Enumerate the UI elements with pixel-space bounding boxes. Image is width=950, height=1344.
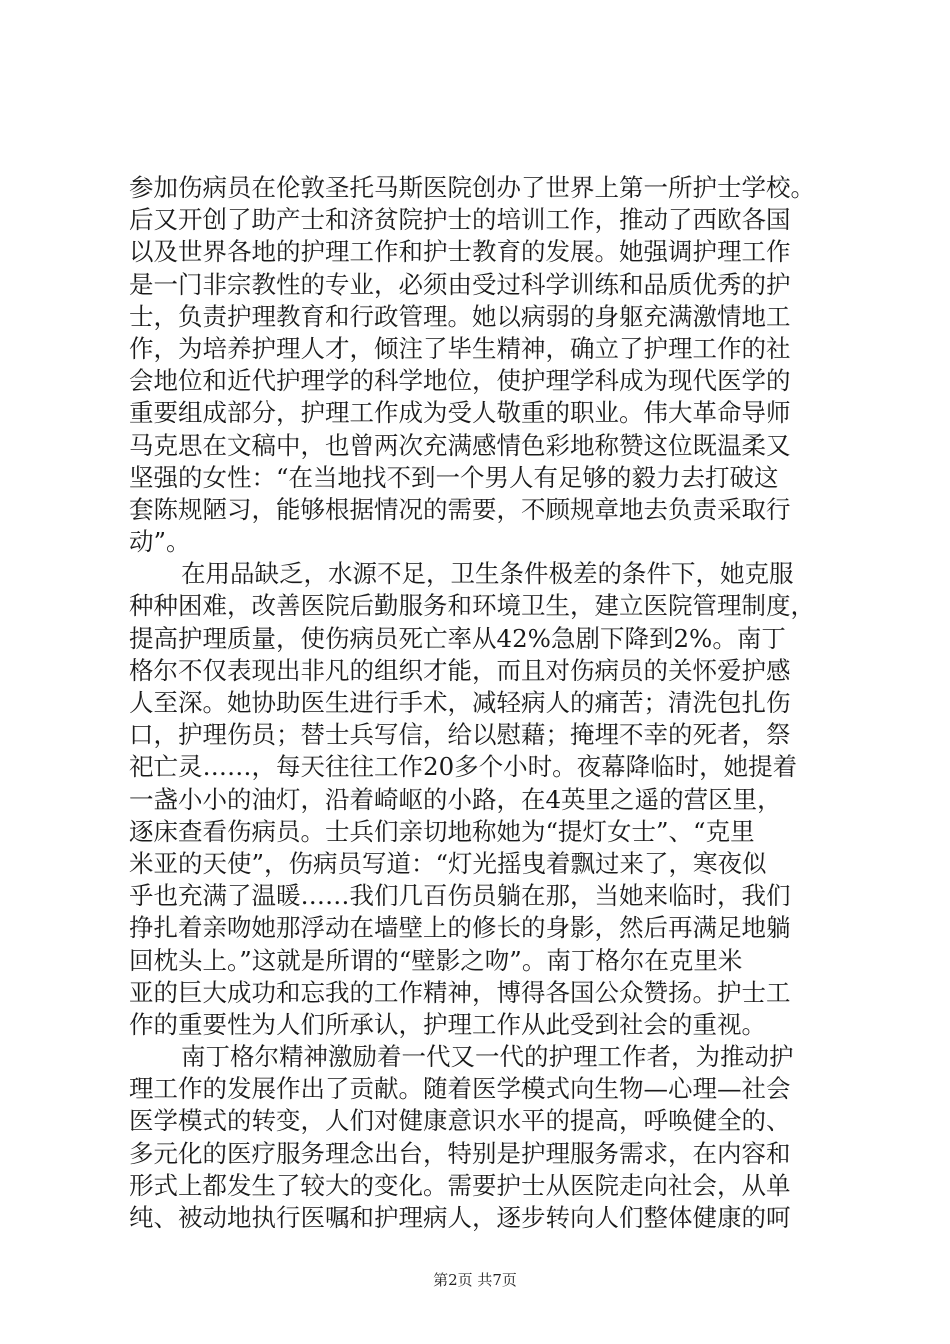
text-line: 动”。 [129, 527, 191, 557]
text-line: 多元化的医疗服务理念出台，特别是护理服务需求，在内容和 [129, 1138, 791, 1168]
text-line: 种种困难，改善医院后勤服务和环境卫生，建立医院管理制度， [129, 591, 815, 621]
text-line: 回枕头上。”这就是所谓的“壁影之吻”。南丁格尔在克里米 [129, 945, 743, 975]
text-line: 后又开创了助产士和济贫院护士的培训工作，推动了西欧各国 [129, 205, 791, 235]
text-line: 南丁格尔精神激励着一代又一代的护理工作者，为推动护 [181, 1042, 794, 1072]
text-line: 参加伤病员在伦敦圣托马斯医院创办了世界上第一所护士学校。 [129, 173, 815, 202]
text-line: 一盏小小的油灯，沿着崎岖的小路，在4英里之遥的营区里， [129, 784, 782, 814]
text-line: 马克思在文稿中，也曾两次充满感情色彩地称赞这位既温柔又 [129, 430, 791, 460]
text-line: 提高护理质量，使伤病员死亡率从42%急剧下降到2%。南丁 [129, 623, 786, 653]
text-line: 逐床查看伤病员。士兵们亲切地称她为“提灯女士”、“克里 [129, 816, 755, 846]
page-footer: 第2页 共7页 [433, 1271, 517, 1289]
text-line: 米亚的天使”，伤病员写道：“灯光摇曳着飘过来了，寒夜似 [129, 848, 767, 878]
text-line: 在用品缺乏，水源不足，卫生条件极差的条件下，她克服 [181, 559, 794, 589]
text-line: 祀亡灵……，每天往往工作20多个小时。夜幕降临时，她提着 [129, 752, 798, 782]
text-line: 亚的巨大成功和忘我的工作精神，博得各国公众赞扬。护士工 [129, 977, 791, 1007]
text-line: 纯、被动地执行医嘱和护理病人，逐步转向人们整体健康的呵 [129, 1203, 791, 1232]
text-line: 口，护理伤员；替士兵写信，给以慰藉；掩埋不幸的死者，祭 [129, 720, 791, 750]
text-line: 理工作的发展作出了贡献。随着医学模式向生物—心理—社会 [129, 1074, 791, 1104]
text-line: 挣扎着亲吻她那浮动在墙壁上的修长的身影，然后再满足地躺 [129, 913, 791, 943]
text-line: 乎也充满了温暖……我们几百伤员躺在那，当她来临时，我们 [129, 881, 791, 911]
text-line: 会地位和近代护理学的科学地位，使护理学科成为现代医学的 [129, 366, 791, 396]
text-line: 套陈规陋习，能够根据情况的需要，不顾规章地去负责采取行 [129, 494, 791, 524]
text-line: 人至深。她协助医生进行手术，减轻病人的痛苦；清洗包扎伤 [129, 688, 791, 717]
text-line: 坚强的女性：“在当地找不到一个男人有足够的毅力去打破这 [129, 462, 779, 492]
text-line: 形式上都发生了较大的变化。需要护士从医院走向社会，从单 [129, 1170, 791, 1200]
text-line: 医学模式的转变，人们对健康意识水平的提高，呼唤健全的、 [129, 1106, 791, 1136]
text-line: 作的重要性为人们所承认，护理工作从此受到社会的重视。 [129, 1009, 766, 1039]
text-line: 格尔不仅表现出非凡的组织才能，而且对伤病员的关怀爱护感 [129, 655, 791, 685]
body-text [129, 172, 829, 1234]
text-line: 作，为培养护理人才，倾注了毕生精神，确立了护理工作的社 [129, 333, 791, 363]
text-line: 以及世界各地的护理工作和护士教育的发展。她强调护理工作 [129, 237, 791, 267]
text-line: 重要组成部分，护理工作成为受人敬重的职业。伟大革命导师 [129, 398, 791, 428]
text-line: 士，负责护理教育和行政管理。她以病弱的身躯充满激情地工 [129, 301, 791, 331]
text-line: 是一门非宗教性的专业，必须由受过科学训练和品质优秀的护 [129, 269, 791, 299]
